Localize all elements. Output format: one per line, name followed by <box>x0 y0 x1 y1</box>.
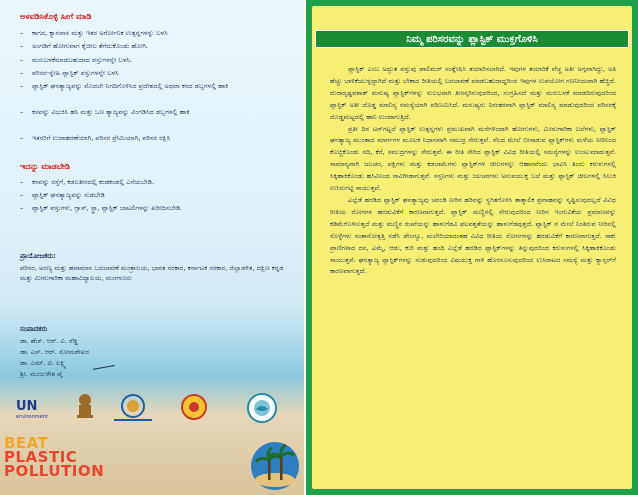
fisheries-college-logo <box>246 392 278 424</box>
un-logo-text: UN <box>16 398 38 414</box>
dont-item: – ಪ್ಲಾಸ್ಟಿಕ್ ವಸ್ತುಗಳು, ಗ್ಲಾಸ್, ಸ್ಟ್ರಾ, ಪ್ಲಾಸ್ಟಿಕ್ ಬಾಟಲಿಗಳನ್ನು ಖರೀದಿಸಬೇಡಿ. <box>20 204 183 212</box>
beat-plastic-pollution-logo <box>4 436 114 478</box>
moefcc-logo <box>108 392 158 424</box>
editor-name: ಡಾ. ಎಸ್. ಆರ್. ಸೋಮಶೇಖರ <box>20 348 90 356</box>
right-body <box>330 64 616 278</box>
dont-section-title: ಇದನ್ನು ಮಾಡಬೇಡಿ <box>20 162 70 171</box>
do-item: – ಇತರರಿಗೆ ಉದಾಹರಣೆಯಾಗಿ, ಪರಿಸರ ಪ್ರೇಮಿಯಾಗಿ, ಪರಿಸರ ರಕ್ಷಿಸಿ <box>20 134 171 142</box>
do-item: – ಪರಿಸರ-ಸ್ನೇಹಿ ಪ್ಲಾಸ್ಟಿಕ್ ವಸ್ತುಗಳನ್ನೇ ಬಳಸಿ <box>20 69 119 77</box>
body-paragraph: ಎಲ್ಲೆಡೆ ಹರಡಿದ ಪ್ಲಾಸ್ಟಿಕ್ ಘನತ್ಯಾಜ್ಯವು ಚರಂಡಿ ನೀರಿನ ಹರಿವನ್ನು ಸ್ಥಗಿತಗೊಳಿಸಿ ತಾತ್ಕಾಲಿಕ ಪ್ರವಾಹವನ್ನು ಸೃಷ್ಟಿಸುವುದಲ್ಲದೆ ವಿವಿಧ ರೀತಿಯ ರೋಗಗಳ ಹರಡುವಿಕೆಗೆ ಕಾರಣವಾಗುತ್ತದೆ. ಪ್ಲಾಸ್ಟಿಕ್ ಮಣ್ಣಿನಲ್ಲಿ ಸೇರುವುದರಿಂದ ನೀರಿನ ಇಂಗುವಿಕೆಯ ಪ್ರಮಾಣವನ್ನು ಕಡಿಮೆಗೊಳಿಸುತ್ತದೆ ಮತ್ತು ಮಣ್ಣಿನ ರಚನೆಯನ್ನು ಹಾಳುಗೆಡವಿ ಫಲವತ್ತತೆಯನ್ನು ಹಾಳುಗೆಡವುತ್ತದೆ. ಪ್ಲಾಸ್ಟಿಕ್ ನ ಮೇಲೆ ನಿಂತಿರುವ ನೀರಿನಲ್ಲಿ ಸೊಳ್ಳೆಗಳು ಸಂತಾನೋತ್ಪತ್ತಿ ನಡೆಸಿ ಡೇಂಗ್ಯೂ, ಮಲೇರಿಯಾದಂತಹ ವಿವಿಧ ರೀತಿಯ ರೋಗಗಳನ್ನು ಹರಡುವಿಕೆಗೆ ಕಾರಣವಾಗುತ್ತದೆ. ಸಾಕು ಪ್ರಾಣಿಗಳಾದ ದನ, ಎಮ್ಮೆ, ಆಡು, ಕುರಿ ಮತ್ತು ಹಂದಿ ಎಲ್ಲೆಡೆ ಹರಡಿದ ಪ್ಲಾಸ್ಟಿಕ್‌ಗಳನ್ನು ತಿನ್ನುವುದರಿಂದ ಕರುಳುಗಳಲ್ಲಿ ಸಿಕ್ಕಿಹಾಕಿಕೊಂಡು ಸಾಯುತ್ತವೆ. ಘನತ್ಯಾಜ್ಯ ಪ್ಲಾಸ್ಟಿಕ್‌ಗಳನ್ನು ಸುಡುವುದರಿಂದ ವಿಷಯುಕ್ತ ಗಾಳಿ ಹೊರಸೂಸುವುದರಿಂದ ಉಸಿರಾಟದ ಸಮಸ್ಯೆ ಮತ್ತು ಕ್ಯಾನ್ಸರ್‌ಗೆ ಕಾರಣವಾಗುತ್ತದೆ. <box>330 195 616 276</box>
right-title: ನಿಮ್ಮ ಪರಿಸರವನ್ನು ಪ್ಲಾಸ್ಟಿಕ್ ಮುಕ್ತಗೊಳಿಸಿ <box>406 33 538 45</box>
do-item: – ಪ್ಲಾಸ್ಟಿಕ್ ಘನತ್ಯಾಜ್ಯವನ್ನು ಮೊದಲೇ ನಿಗದಿಗೊಳಿಸಿದ ಪ್ರದೇಶದಲ್ಲಿ ಅಥವಾ ಕಸದ ಡಬ್ಬಗಳಲ್ಲಿ ಹಾಕಿ <box>20 82 229 90</box>
un-environment-logo <box>16 394 52 424</box>
body-paragraph: ಪ್ಲಾಸ್ಟಿಕ್ ಎಂಬ ಅದ್ಭುತ ವಸ್ತುವು ಪಾಲಿಮರ್ ಸಂಶ್ಲೇಷಿಸಿ ತಯಾರಿಸಲಾಗಿದೆ. ಇವುಗಳ ತಯಾರಿಕೆ ವೆಚ್ಚ ಅತೀ ಅಗ್ಗವಾಗಿದ್ದು, ಅತಿ ಹೆಚ್ಚು ಬಾಳಿಕೆಯುಳ್ಳದ್ದಾಗಿದೆ ಮತ್ತು ಬೇಕಾದ ರೀತಿಯಲ್ಲಿ ಬದಲಾವಣೆ ಮಾಡಬಹುದಾದ್ದರಿಂದ ಇವುಗಳ ಉಪಯೋಗ ಗಣನೀಯವಾಗಿ ಹೆಚ್ಚಿದೆ. ದುರಾದೃಷ್ಟವಶಾತ್ ಮನುಷ್ಯ ಪ್ಲಾಸ್ಟಿಕ್‌ಗಳನ್ನು ಸುಲಭವಾಗಿ ತೀರಸ್ಕರಿಸುವುದರಿಂದ, ಸಂಗ್ರಹಿಸದೆ ಮತ್ತು ಮರುಬಳಕೆ ಮಾಡದಿರುವುದರಿಂದ ಪ್ಲಾಸ್ಟಿಕ್ ಅತೀ ದೊಡ್ಡ ಮಾಲಿನ್ಯ ಸಮಸ್ಯೆಯಾಗಿ ಪರಿಣಮಿಸಿದೆ. ಮನುಷ್ಯರು ನಿರಂತರವಾಗಿ ಪ್ಲಾಸ್ಟಿಕ್ ಮಾಲಿನ್ಯ ಮಾಡುವುದರಿಂದ ಪರಿಸರಕ್ಕೆ ದೊಡ್ಡಮಟ್ಟದಲ್ಲಿ ಹಾನಿ ಉಂಟಾಗುತ್ತಿದೆ. <box>330 65 616 121</box>
do-item: – ಮರುಬಳಕೆಮಾಡಬಹುದಾದ ವಸ್ತುಗಳನ್ನೇ ಬಳಸಿ. <box>20 56 132 64</box>
right-panel <box>306 0 638 495</box>
body-paragraph: ಪ್ರತೀ ದಿನ ಟನ್‌ಗಟ್ಟಲೆ ಪ್ಲಾಸ್ಟಿಕ್ ಉತ್ಪನ್ನಗಳು ಪ್ರಮುಖವಾಗಿ ಮನೆಗಳಿಂದಾಗಿ ಹೋಗುಗಳು, ಮೀನುಗಾರಿಕಾ ಬಲೆಗಳು, ಪ್ಲಾಸ್ಟಿಕ್ ಘನತ್ಯಾಜ್ಯ ಮುಂತಾದ ಮಾರ್ಗಗಳ ಮೂಲಕ ನಿಧಾನವಾಗಿ ಸಮುದ್ರ ಸೇರುತ್ತವೆ. ನೆಲದ ಮೇಲೆ ಬೀಸಾಡುವ ಪ್ಲಾಸ್ಟಿಕ್‌ಗಳು ಮಳೆಯ ನೀರಿನಿಂದ ಕೊಚ್ಚಿಕೊಂಡು ನದಿ, ಕೆರೆ, ಸಮುದ್ರಗಳನ್ನು ಸೇರುತ್ತವೆ. ಈ ರೀತಿ ಸೇರಿದ ಪ್ಲಾಸ್ಟಿಕ್ ವಿವಿಧ ರೀತಿಯಲ್ಲಿ ಸಮಸ್ಯೆಗಳನ್ನು ಉಂಟುಮಾಡುತ್ತವೆ. ಸಾಮಾನ್ಯವಾಗಿ ಜಲಚರ, ಪಕ್ಷಿಗಳು ಮತ್ತು ಕಡಲಾಮೆಗಳು ಪ್ಲಾಸ್ಟಿಕ್‌ಗಳ ಚೀಲಗಳನ್ನು ಆಹಾರವೆಂದು ಭಾವಿಸಿ ತಿಂದು ಕರುಳುಗಳಲ್ಲಿ ಸಿಕ್ಕಿಹಾಕಿಕೊಂಡು ಹಸಿವಿನಿಂದ ಸಾವಿಗೀಡಾಗುತ್ತವೆ. ಸಸ್ತನಿಗಳು ಮತ್ತು ಜಲಚರಗಳು ಅನುಪಯುಕ್ತ ಬಲೆ ಮತ್ತು ಪ್ಲಾಸ್ಟಿಕ್ ಚೀಲಗಳಲ್ಲಿ ಸಿಲುಕಿ ಉಸಿರುಗಟ್ಟಿ ಸಾಯುತ್ತವೆ. <box>330 124 616 193</box>
india-emblem-logo <box>74 392 96 422</box>
do-item: – ಕಾಗದ, ಕ್ಯಾನವಾಸ ಮತ್ತು ಇತರ ಅರ್ಗೋನಿಕ ಉತ್ಪನ್ನಗಳನ್ನು ಬಳಸಿ <box>20 29 168 37</box>
do-section-title: ಅಳವಡಿಸಿಕೊಳ್ಳಿ ಹೀಗೆ ಮಾಡಿ <box>20 12 92 21</box>
beat-line-2: PLASTIC <box>4 448 78 466</box>
sponsor-text: ಪರಿಸರ, ಅರಣ್ಯ ಮತ್ತು ಹವಾಮಾನ ಬದಲಾವಣೆ ಮಂತ್ರಾಲಯ, ಭಾರತ ಸರಕಾರ, ಕರ್ನಾಟಕ ಸರಕಾರ, ಜಿಲ್ಲಾಡಳಿತ, ದಕ್ಷಿಣ ಕನ್ನಡ ಮತ್ತು ಮೀನುಗಾರಿಕಾ ಮಹಾವಿದ್ಯಾಲಯ, ಮಂಗಳೂರು <box>20 264 284 282</box>
island-logo <box>248 436 302 492</box>
un-logo-subtext: environment <box>16 413 48 420</box>
editor-name: ಡಾ. ಎಮ್. ಟಿ. ಲಕ್ಷ್ಮಿ <box>20 359 66 367</box>
do-item: – ಅಂಗಡಿಗೆ ಹೋಗುವಾಗ ಕೈಚೀಲ ತೆಗೆದುಕೊಂಡು ಹೋಗಿ. <box>20 42 149 50</box>
signature-mark <box>91 356 114 370</box>
right-title-bar <box>315 30 629 48</box>
sponsor-title: ಪ್ರಾಯೋಜಕರು: <box>20 252 56 260</box>
editors-title: ಸಂಪಾದಕರು <box>20 325 48 333</box>
dont-item: – ಕಸವನ್ನು ರಸ್ತೆಗೆ, ಕಡಲತೀರದಲ್ಲಿ ಕಂಡಕಂಡಲ್ಲಿ ಎಸೆಯಬೇಡಿ. <box>20 178 154 186</box>
karnataka-govt-logo <box>180 392 208 422</box>
beat-line-3: POLLUTION <box>4 462 105 480</box>
do-item: – ಕಸವನ್ನು ವಿಭಜಿಸಿ ಹಸಿ ಮತ್ತು ಒಣ ತ್ಯಾಜ್ಯವನ್ನು ವಿಂಗಡಿಸಿದ ಡಬ್ಬಗಳಲ್ಲಿ ಹಾಕಿ <box>20 108 190 116</box>
editor-name: ಡಾ. ಹೆಚ್. ಆರ್. ವಿ. ರೆಡ್ಡಿ <box>20 337 78 345</box>
left-panel <box>0 0 304 495</box>
right-content-area <box>312 6 632 489</box>
dont-item: – ಪ್ಲಾಸ್ಟಿಕ್ ಘನತ್ಯಾಜ್ಯವನ್ನು ಸುಡಬೇಡಿ <box>20 191 105 199</box>
beat-line-1: BEAT <box>4 434 49 452</box>
editor-name: ಶ್ರೀ. ಮಂಜುಳೇಶ ಪೈ <box>20 370 63 378</box>
